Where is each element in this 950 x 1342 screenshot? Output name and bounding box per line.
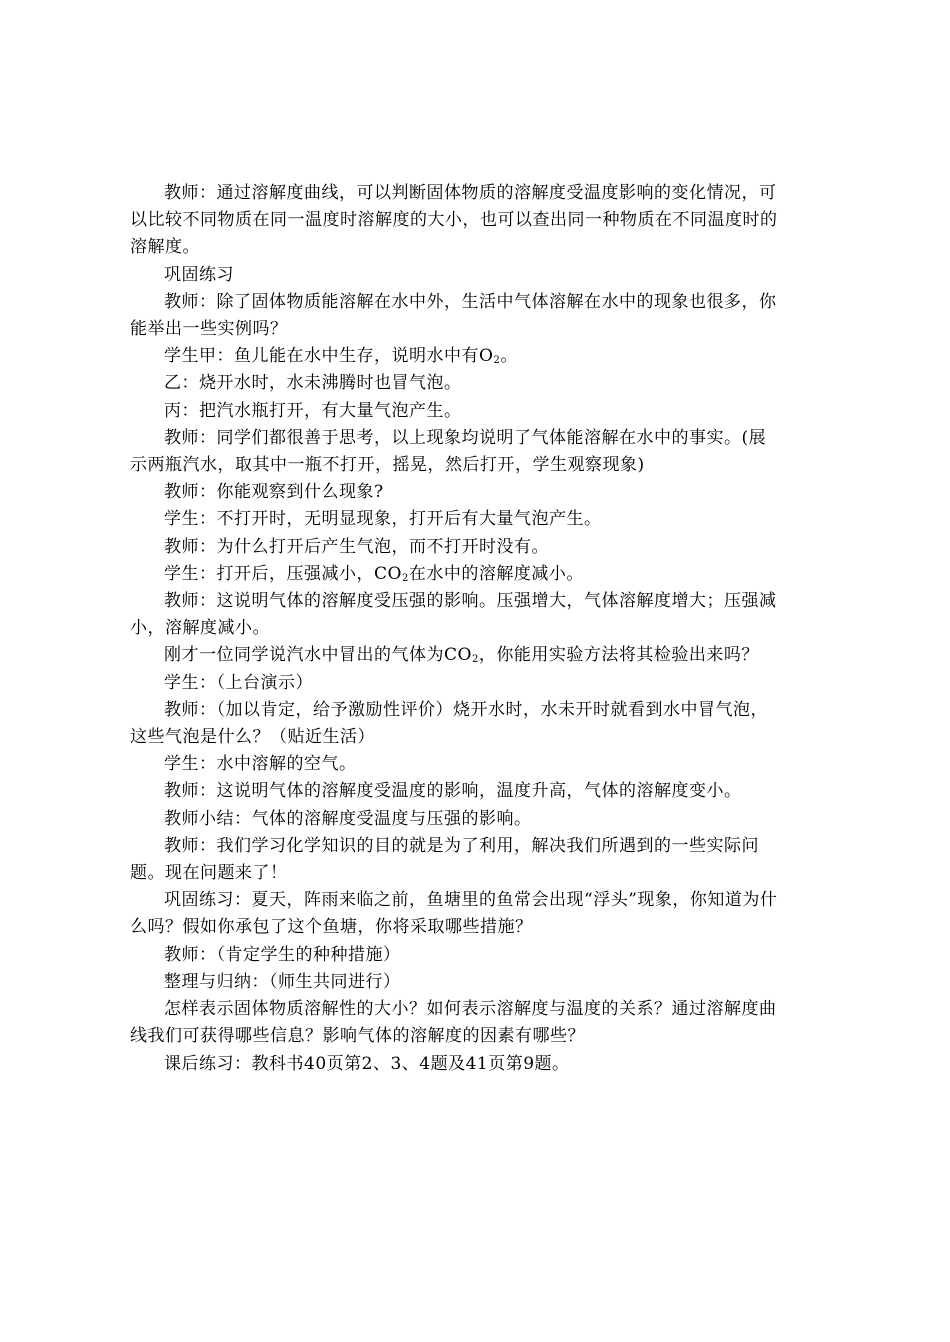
- paragraph-teacher-summary: 教师小结：气体的溶解度受温度与压强的影响。: [164, 808, 532, 829]
- paragraph-teacher-temperature: 教师：这说明气体的溶解度受温度的影响，温度升高，气体的溶解度变小。: [164, 781, 742, 802]
- paragraph-student-observe: 学生：不打开时，无明显现象，打开后有大量气泡产生。: [164, 509, 602, 530]
- text-after: ，你能用实验方法将其检验出来吗？: [478, 645, 759, 666]
- subscript: 2: [401, 572, 409, 584]
- text-before: 学生甲：鱼儿能在水中生存，说明水中有O: [164, 346, 494, 367]
- paragraph-student-b: 乙：烧开水时，水未沸腾时也冒气泡。: [164, 373, 462, 394]
- text-before: 学生：打开后，压强减小，CO: [164, 563, 402, 584]
- paragraph-teacher-why: 教师：为什么打开后产生气泡，而不打开时没有。: [164, 536, 549, 557]
- paragraph-teacher-solubility-curve: 教师：通过溶解度曲线，可以判断固体物质的溶解度受温度影响的变化情况，可以比较不同物质在同一温度时溶解度的大小，也可以查出同一种物质在不同温度时的溶解度。: [130, 183, 778, 258]
- text-after: 在水中的溶解度减小。: [408, 563, 584, 584]
- paragraph-student-demo: 学生：（上台演示）: [164, 672, 313, 693]
- document-body: [130, 180, 780, 1078]
- paragraph-teacher-affirm: 教师：（肯定学生的种种措施）: [164, 944, 401, 965]
- paragraph-student-c: 丙：把汽水瓶打开，有大量气泡产生。: [164, 400, 462, 421]
- paragraph-homework: 课后练习：教科书40页第2、3、4题及41页第9题。: [164, 1053, 570, 1074]
- paragraph-teacher-application: 教师：我们学习化学知识的目的就是为了利用，解决我们所遇到的一些实际问题。现在问题来了！: [130, 835, 759, 884]
- text-after: 。: [500, 346, 518, 367]
- paragraph-student-air: 学生：水中溶解的空气。: [164, 754, 357, 775]
- paragraph-co2-test: [130, 642, 780, 669]
- paragraph-teacher-boiling: 教师：（加以肯定，给予激励性评价）烧开水时，水未开时就看到水中冒气泡，这些气泡是什么？（贴近生活）: [130, 699, 768, 748]
- paragraph-practice-fishpond: 巩固练习：夏天，阵雨来临之前，鱼塘里的鱼常会出现“浮头”现象，你知道为什么吗？假如你承包了这个鱼塘，你将采取哪些措施？: [130, 890, 778, 938]
- paragraph-teacher-pressure: 教师：这说明气体的溶解度受压强的影响。压强增大，气体溶解度增大；压强减小，溶解度减小。: [130, 591, 777, 639]
- paragraph-teacher-demo: 教师：同学们都很善于思考，以上现象均说明了气体能溶解在水中的事实。(展示两瓶汽水，取其中一瓶不打开，摇晃，然后打开，学生观察现象): [130, 427, 767, 476]
- paragraph-practice-heading: 巩固练习: [164, 264, 234, 285]
- paragraph-student-a: [130, 343, 780, 370]
- subscript: 2: [471, 654, 479, 666]
- paragraph-student-pressure: [130, 561, 780, 588]
- paragraph-teacher-gas-question: 教师：除了固体物质能溶解在水中外，生活中气体溶解在水中的现象也很多，你能举出一些实例吗？: [130, 291, 777, 340]
- subscript: 2: [493, 355, 501, 367]
- text-before: 刚才一位同学说汽水中冒出的气体为CO: [164, 645, 472, 666]
- paragraph-summary-questions: 怎样表示固体物质溶解性的大小？如何表示溶解度与温度的关系？通过溶解度曲线我们可获得哪些信息？影响气体的溶解度的因素有哪些？: [130, 999, 777, 1047]
- paragraph-summary-heading: 整理与归纳：（师生共同进行）: [164, 971, 401, 992]
- paragraph-teacher-observe: 教师：你能观察到什么现象?: [164, 482, 384, 503]
